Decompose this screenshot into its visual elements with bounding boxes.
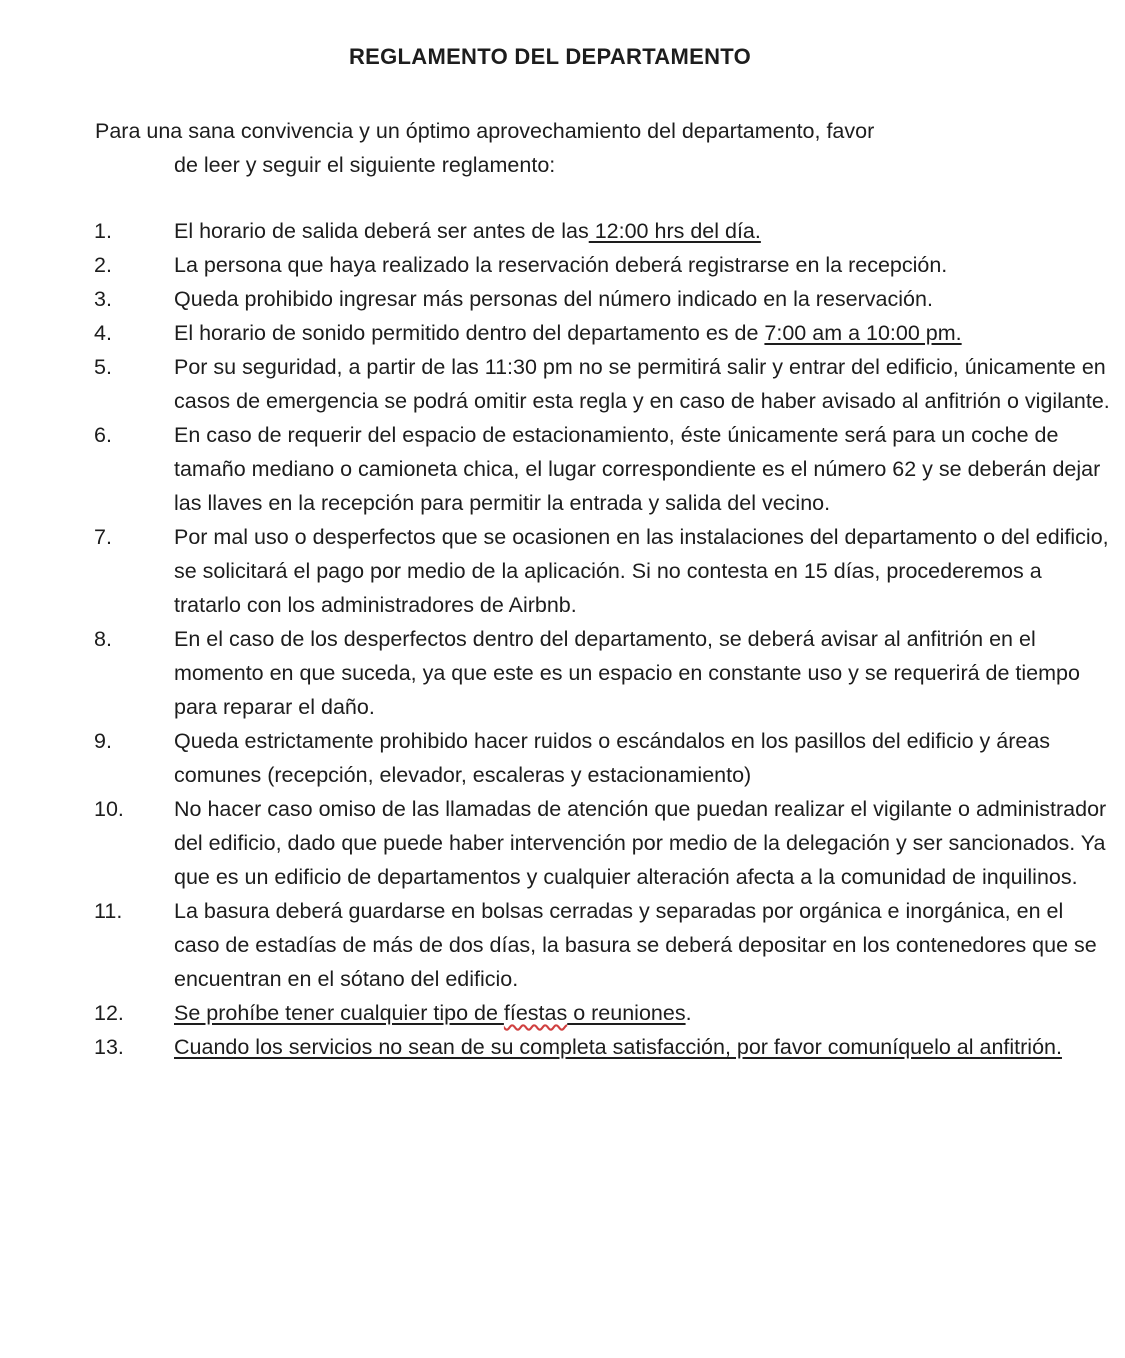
rule-item [94,996,1114,1030]
rule-text-plain: El horario de salida deberá ser antes de las [174,219,589,243]
rule-number: 1. [94,219,112,243]
intro-line-2: de leer y seguir el siguiente reglamento: [174,153,556,177]
rules-list [94,214,1114,1064]
rule-text: Por mal uso o desperfectos que se ocasionen en las instalaciones del departamento o del edificio, se solicitará el pago por medio de la aplicación. Si no contesta en 15 días, procederemos a tratarlo con los administradores de Airbnb. [174,525,1109,617]
rule-number: 8. [94,627,112,651]
rule-number: 12. [94,1001,124,1025]
rule-text: Por su seguridad, a partir de las 11:30 pm no se permitirá salir y entrar del edificio, únicamente en casos de emergencia se podrá omitir esta regla y en caso de haber avisado al anfitrión o vigilante. [174,355,1110,413]
rule-text [174,214,1114,248]
rule-item [94,248,1114,282]
rule-number: 6. [94,423,112,447]
rule-number: 11. [94,899,123,923]
rule-text [174,316,1114,350]
rule-number: 3. [94,287,112,311]
rule-item [94,792,1114,894]
rule-item [94,894,1114,996]
rule-item [94,622,1114,724]
rule-number: 7. [94,525,112,549]
spellcheck-flagged-word: fíestas [503,1001,568,1025]
rule-item [94,724,1114,792]
rule-text-underlined: Se prohíbe tener cualquier tipo de [174,1001,504,1025]
rule-text-underlined: Cuando los servicios no sean de su completa satisfacción, por favor comuníquelo al anfitrión. [174,1035,1062,1059]
rule-text: En caso de requerir del espacio de estacionamiento, éste únicamente será para un coche de tamaño mediano o camioneta chica, el lugar correspondiente es el número 62 y se deberán dejar las llaves en la recepción para permitir la entrada y salida del vecino. [174,423,1101,515]
rule-text-underlined: o reuniones [567,1001,686,1025]
rule-text-underlined: 12:00 hrs del día. [588,219,761,243]
rule-text-underlined: 7:00 am a 10:00 pm. [764,321,962,345]
rule-text: Queda prohibido ingresar más personas del número indicado en la reservación. [174,287,933,311]
rule-number: 4. [94,321,112,345]
rule-text: Queda estrictamente prohibido hacer ruidos o escándalos en los pasillos del edificio y áreas comunes (recepción, elevador, escaleras y estacionamiento) [174,729,1051,787]
rule-text: La persona que haya realizado la reservación deberá registrarse en la recepción. [174,253,948,277]
rule-item [94,350,1114,418]
rule-item [94,316,1114,350]
rule-text-plain: . [685,1001,692,1025]
rule-text: En el caso de los desperfectos dentro del departamento, se deberá avisar al anfitrión en el momento en que suceda, ya que este es un espacio en constante uso y se requerirá de tiempo para reparar el daño. [174,627,1080,719]
rule-number: 9. [94,729,112,753]
rule-number: 5. [94,355,112,379]
rule-item [94,520,1114,622]
rule-text: La basura deberá guardarse en bolsas cerradas y separadas por orgánica e inorgánica, en el caso de estadías de más de dos días, la basura se deberá depositar en los contenedores que se encuentran en el sótano del edificio. [174,899,1097,991]
rule-number: 13. [94,1035,124,1059]
document-title: REGLAMENTO DEL DEPARTAMENTO [348,44,752,69]
rule-text [174,996,1114,1030]
rule-text-plain: El horario de sonido permitido dentro del departamento es de [174,321,765,345]
rule-item [94,418,1114,520]
rule-text: No hacer caso omiso de las llamadas de atención que puedan realizar el vigilante o administrador del edificio, dado que puede haber intervención por medio de la delegación y ser sancionados. Ya que es un edificio de departamentos y cualquier alteración afecta a la comunidad de inquilinos. [174,797,1107,889]
rule-item [94,282,1114,316]
rule-item [94,214,1114,248]
rule-number: 10. [94,797,124,821]
intro-line-1: Para una sana convivencia y un óptimo aprovechamiento del departamento, favor [95,119,875,143]
rule-item [94,1030,1114,1064]
rule-number: 2. [94,253,112,277]
